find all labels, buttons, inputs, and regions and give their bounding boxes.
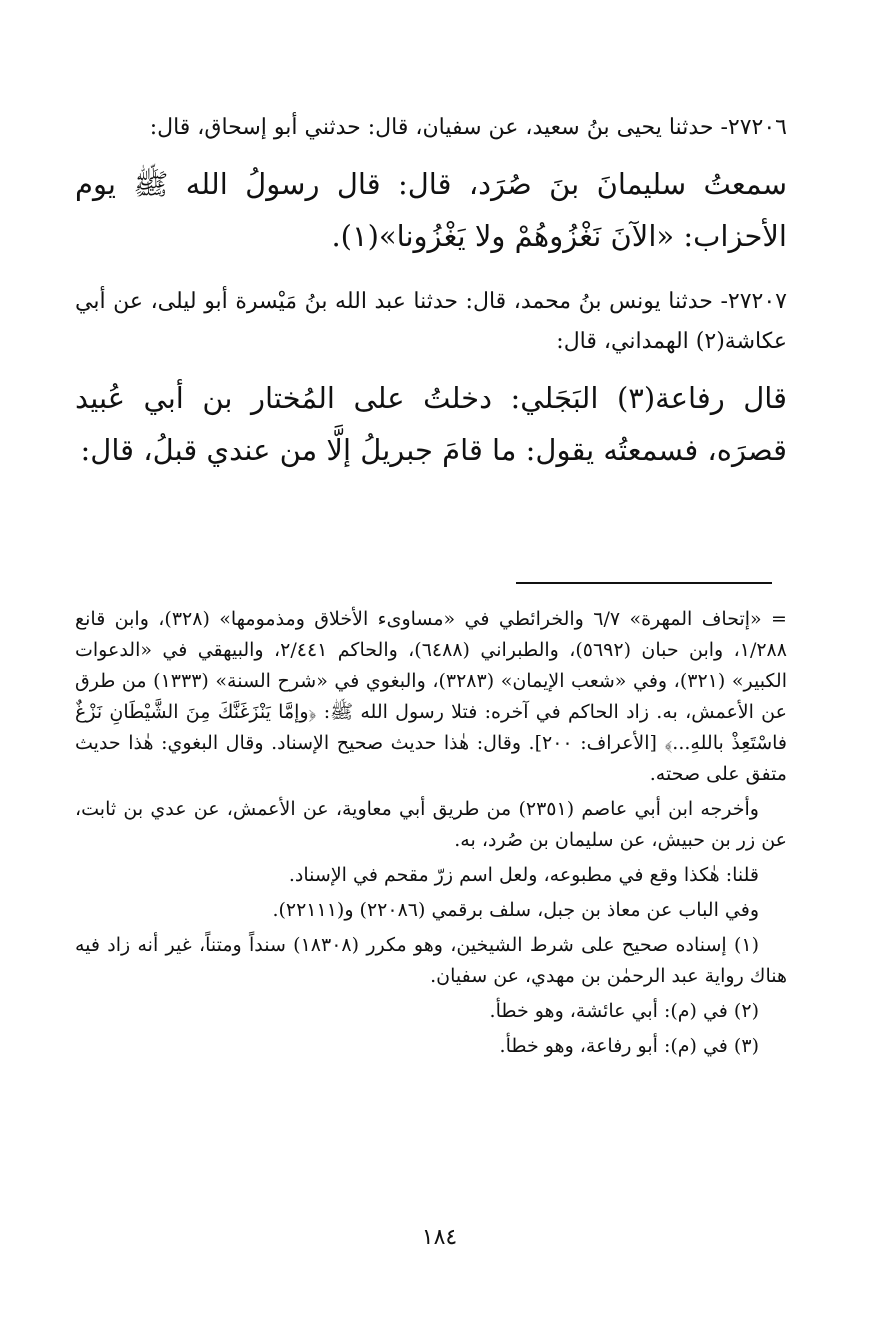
footnote-divider xyxy=(516,582,772,584)
footnote-continuation: = «إتحاف المهرة» ٦/٧ والخرائطي في «مساوىء الأخلاق ومذمومها» (٣٢٨)، وابن قانع ١/٢٨٨، وابن حبان (٥٦٩٢)، والطبراني (٦٤٨٨)، والحاكم ٢/٤٤١، والبيهقي في «الدعوات الكبير» (٣٢١)، وفي «شعب الإيمان» (٣٢٨٣)، والبغوي في «شرح السنة» (١٣٣٣) من طرق عن الأعمش، به. زاد الحاكم في آخره: فتلا رسول الله ﷺ: ﴿وإمَّا يَنْزَغَنَّكَ مِنَ الشَّيْطَانِ نَزْغٌ فاسْتَعِذْ باللهِ...﴾ [الأعراف: ٢٠٠]. وقال: هٰذا حديث صحيح الإسناد. وقال البغوي: هٰذا حديث متفق على صحته. xyxy=(75,608,787,785)
page-number: ١٨٤ xyxy=(421,1225,458,1250)
footnote-3: (٣) في (م): أبو رفاعة، وهو خطأ. xyxy=(499,1035,759,1057)
hadith-27207-text: قال رفاعة(٣) البَجَلي: دخلتُ على المُختار بن أبي عُبيد قصرَه، فسمعتُه يقول: ما قامَ جبريلُ إلَّا من عندي قبلُ، قال: xyxy=(75,381,787,467)
footnote-paragraph: وفي الباب عن معاذ بن جبل، سلف برقمي (٢٢٠٨٦) و(٢٢١١١). xyxy=(272,899,759,921)
footnote-paragraph: قلنا: هٰكذا وقع في مطبوعه، ولعل اسم زرّ مقحم في الإسناد. xyxy=(288,864,759,886)
footnotes xyxy=(75,604,787,1066)
footnote-2: (٢) في (م): أبي عائشة، وهو خطأ. xyxy=(489,1000,759,1022)
main-text xyxy=(75,108,787,476)
hadith-27207-isnad: ٢٧٢٠٧- حدثنا يونس بنُ محمد، قال: حدثنا عبد الله بنُ مَيْسرة أبو ليلى، عن أبي عكاشة(٢) الهمداني، قال: xyxy=(75,289,787,354)
footnote-1: (١) إسناده صحيح على شرط الشيخين، وهو مكرر (١٨٣٠٨) سنداً ومتناً، غير أنه زاد فيه هناك رواية عبد الرحمٰن بن مهدي، عن سفيان. xyxy=(75,934,787,987)
hadith-27206-isnad: ٢٧٢٠٦- حدثنا يحيى بنُ سعيد، عن سفيان، قال: حدثني أبو إسحاق، قال: xyxy=(149,115,787,140)
hadith-27206-text: سمعتُ سليمانَ بنَ صُرَد، قال: قال رسولُ الله ﷺ يوم الأحزاب: «الآنَ نَغْزُوهُمْ ولا يَغْزُونا»(١). xyxy=(75,167,787,253)
footnote-paragraph: وأخرجه ابن أبي عاصم (٢٣٥١) من طريق أبي معاوية، عن الأعمش، عن عدي بن ثابت، عن زر بن حبيش، عن سليمان بن صُرد، به. xyxy=(75,798,787,851)
